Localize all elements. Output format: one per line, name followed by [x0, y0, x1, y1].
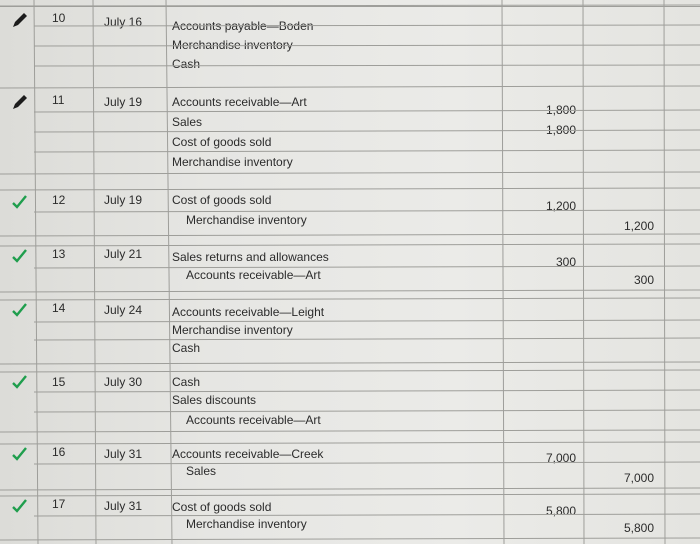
entry-date: July 24 — [104, 303, 143, 317]
account-line[interactable]: Sales returns and allowances — [172, 250, 329, 264]
account-line[interactable]: Merchandise inventory — [172, 38, 293, 52]
account-line[interactable]: Cash — [172, 375, 201, 389]
account-line[interactable]: Merchandise inventory — [172, 323, 293, 337]
entry-number: 12 — [52, 193, 66, 207]
entry-number: 16 — [52, 445, 66, 459]
account-line[interactable]: Accounts receivable—Art — [186, 413, 321, 427]
entry-number: 10 — [52, 11, 66, 25]
entry-number: 11 — [52, 93, 65, 107]
debit-amount[interactable]: 1,200 — [545, 199, 576, 213]
entry-number: 17 — [52, 497, 66, 511]
account-line[interactable]: Merchandise inventory — [186, 213, 307, 227]
account-line[interactable]: Accounts receivable—Art — [186, 268, 321, 282]
entry-number: 14 — [52, 301, 66, 315]
entry-number: 13 — [52, 247, 66, 261]
account-line[interactable]: Sales — [172, 115, 203, 129]
account-line[interactable]: Cash — [172, 57, 201, 71]
account-line[interactable]: Accounts receivable—Leight — [172, 305, 325, 319]
debit-amount[interactable]: 300 — [555, 255, 576, 269]
entry-date: July 19 — [104, 95, 143, 109]
entry-date: July 31 — [104, 499, 143, 513]
account-line[interactable]: Accounts payable—Boden — [172, 19, 314, 33]
account-line[interactable]: Cash — [172, 341, 201, 355]
account-line[interactable]: Cost of goods sold — [172, 500, 272, 514]
account-line[interactable]: Merchandise inventory — [172, 155, 293, 169]
entry-date: July 30 — [104, 375, 143, 389]
account-line[interactable]: Sales — [186, 464, 217, 478]
account-line[interactable]: Sales discounts — [172, 393, 257, 407]
entry-date: July 16 — [104, 15, 143, 29]
credit-amount[interactable]: 7,000 — [623, 471, 654, 485]
debit-amount[interactable]: 5,800 — [545, 504, 576, 518]
account-line[interactable]: Merchandise inventory — [186, 517, 307, 531]
debit-amount[interactable]: 1,800 — [545, 123, 576, 137]
credit-amount[interactable]: 300 — [633, 273, 654, 287]
entry-date: July 19 — [104, 193, 143, 207]
debit-amount[interactable]: 1,800 — [545, 103, 576, 117]
debit-amount[interactable]: 7,000 — [545, 451, 576, 465]
account-line[interactable]: Accounts receivable—Creek — [172, 447, 324, 461]
entry-number: 15 — [52, 375, 66, 389]
credit-amount[interactable]: 5,800 — [623, 521, 654, 535]
account-line[interactable]: Cost of goods sold — [172, 135, 272, 149]
entry-date: July 21 — [104, 247, 143, 261]
credit-amount[interactable]: 1,200 — [623, 219, 654, 233]
account-line[interactable]: Cost of goods sold — [172, 193, 272, 207]
entry-date: July 31 — [104, 447, 143, 461]
account-line[interactable]: Accounts receivable—Art — [172, 95, 307, 109]
